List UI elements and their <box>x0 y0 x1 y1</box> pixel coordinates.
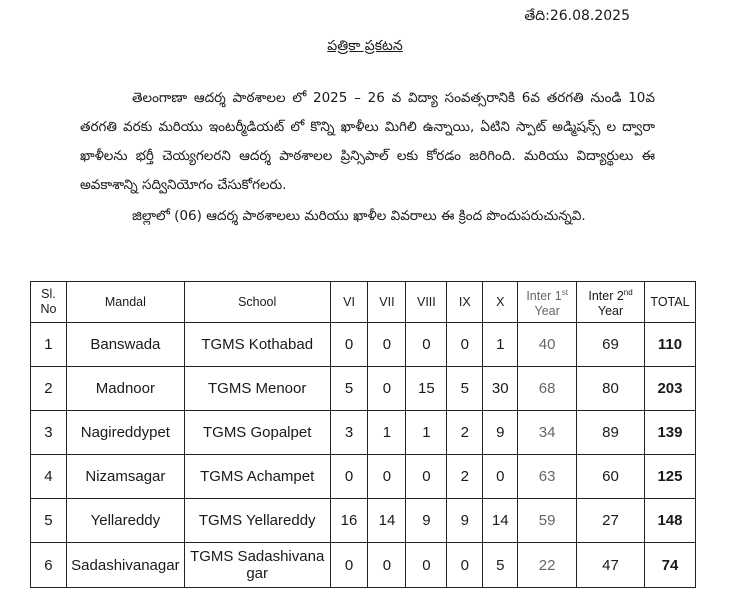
header-inter1-year: Year <box>534 303 560 318</box>
cell-total: 139 <box>644 411 695 455</box>
cell-ix: 2 <box>447 455 483 499</box>
cell-ix: 5 <box>447 367 483 411</box>
cell-total: 125 <box>644 455 695 499</box>
cell-vi: 0 <box>330 543 368 588</box>
cell-ix: 2 <box>447 411 483 455</box>
table-header-row <box>31 282 696 323</box>
cell-ix: 9 <box>447 499 483 543</box>
cell-vii: 0 <box>368 367 406 411</box>
details-paragraph: జిల్లాలో (06) ఆదర్శ పాఠశాలలు మరియు ఖాళీల వివరాలు ఈ క్రింద పొందుపరుచున్నవి. <box>132 208 586 224</box>
cell-inter1: 68 <box>518 367 577 411</box>
header-inter1 <box>518 282 577 323</box>
cell-viii: 0 <box>406 323 447 367</box>
cell-inter2: 60 <box>577 455 645 499</box>
header-viii: VIII <box>406 282 447 323</box>
cell-sl: 3 <box>31 411 67 455</box>
cell-x: 0 <box>483 455 518 499</box>
cell-mandal: Madnoor <box>66 367 184 411</box>
cell-total: 74 <box>644 543 695 588</box>
cell-vii: 0 <box>368 543 406 588</box>
cell-vii: 14 <box>368 499 406 543</box>
table-row <box>31 367 696 411</box>
cell-x: 1 <box>483 323 518 367</box>
cell-viii: 15 <box>406 367 447 411</box>
header-ix: IX <box>447 282 483 323</box>
cell-x: 5 <box>483 543 518 588</box>
header-mandal: Mandal <box>66 282 184 323</box>
table-row <box>31 455 696 499</box>
cell-viii: 0 <box>406 455 447 499</box>
header-inter2-year: Year <box>597 303 624 318</box>
cell-inter1: 59 <box>518 499 577 543</box>
cell-school: TGMS Gopalpet <box>184 411 330 455</box>
header-vi: VI <box>330 282 368 323</box>
cell-vi: 0 <box>330 323 368 367</box>
cell-inter1: 22 <box>518 543 577 588</box>
cell-vii: 0 <box>368 455 406 499</box>
cell-ix: 0 <box>447 323 483 367</box>
cell-mandal: Sadashivanagar <box>66 543 184 588</box>
table-row <box>31 499 696 543</box>
header-vii: VII <box>368 282 406 323</box>
header-inter1-sup: st <box>561 288 568 298</box>
cell-vii: 0 <box>368 323 406 367</box>
cell-inter2: 80 <box>577 367 645 411</box>
cell-vi: 3 <box>330 411 368 455</box>
cell-viii: 0 <box>406 543 447 588</box>
page-title: పత్రికా ప్రకటన <box>327 38 403 54</box>
table-row <box>31 543 696 588</box>
cell-inter2: 47 <box>577 543 645 588</box>
cell-mandal: Nizamsagar <box>66 455 184 499</box>
cell-school: TGMS Kothabad <box>184 323 330 367</box>
cell-ix: 0 <box>447 543 483 588</box>
date-line: తేది:26.08.2025 <box>524 8 630 24</box>
cell-school: TGMS Menoor <box>184 367 330 411</box>
cell-vi: 0 <box>330 455 368 499</box>
cell-sl: 6 <box>31 543 67 588</box>
intro-paragraph: తెలంగాణా ఆదర్శ పాఠశాలల లో 2025 – 26 వ విద్యా సంవత్సరానికి 6వ తరగతి నుండి 10వ తరగతి వరకు మరియు ఇంటర్మీడియట్ లో కొన్ని ఖాళీలు మిగిలి ఉన్నాయి, ఏటిని స్పాట్ అడ్మిషన్స్ ల ద్వారా ఖాళీలను భర్తీ చెయ్యగలరని ఆదర్శ పాఠశాలల ప్రిన్సిపాల్ లకు కోరడం జరిగింది. మరియు విద్యార్థులు ఈ అవకాశాన్ని సద్వినియోగం చేసుకోగలరు. <box>80 90 655 193</box>
cell-inter2: 69 <box>577 323 645 367</box>
header-inter2-main: Inter 2 <box>588 289 624 304</box>
cell-x: 30 <box>483 367 518 411</box>
cell-sl: 4 <box>31 455 67 499</box>
cell-inter1: 34 <box>518 411 577 455</box>
cell-mandal: Yellareddy <box>66 499 184 543</box>
table-row <box>31 323 696 367</box>
cell-school: TGMS Achampet <box>184 455 330 499</box>
cell-total: 148 <box>644 499 695 543</box>
cell-total: 110 <box>644 323 695 367</box>
cell-x: 9 <box>483 411 518 455</box>
cell-sl: 2 <box>31 367 67 411</box>
cell-school: TGMS Yellareddy <box>184 499 330 543</box>
cell-mandal: Banswada <box>66 323 184 367</box>
cell-inter1: 40 <box>518 323 577 367</box>
cell-vi: 5 <box>330 367 368 411</box>
cell-total: 203 <box>644 367 695 411</box>
cell-viii: 1 <box>406 411 447 455</box>
cell-viii: 9 <box>406 499 447 543</box>
cell-sl: 1 <box>31 323 67 367</box>
vacancies-table <box>30 281 696 588</box>
cell-inter2: 89 <box>577 411 645 455</box>
header-sl: Sl. No <box>31 282 67 323</box>
cell-school: TGMS Sadashivanagar <box>184 543 330 588</box>
header-school: School <box>184 282 330 323</box>
header-inter2 <box>577 282 645 323</box>
header-inter1-main: Inter 1 <box>526 289 562 304</box>
cell-mandal: Nagireddypet <box>66 411 184 455</box>
cell-vii: 1 <box>368 411 406 455</box>
header-inter2-sup: nd <box>623 288 633 298</box>
cell-x: 14 <box>483 499 518 543</box>
header-x: X <box>483 282 518 323</box>
cell-sl: 5 <box>31 499 67 543</box>
cell-vi: 16 <box>330 499 368 543</box>
header-total: TOTAL <box>644 282 695 323</box>
table-row <box>31 411 696 455</box>
cell-inter1: 63 <box>518 455 577 499</box>
cell-inter2: 27 <box>577 499 645 543</box>
